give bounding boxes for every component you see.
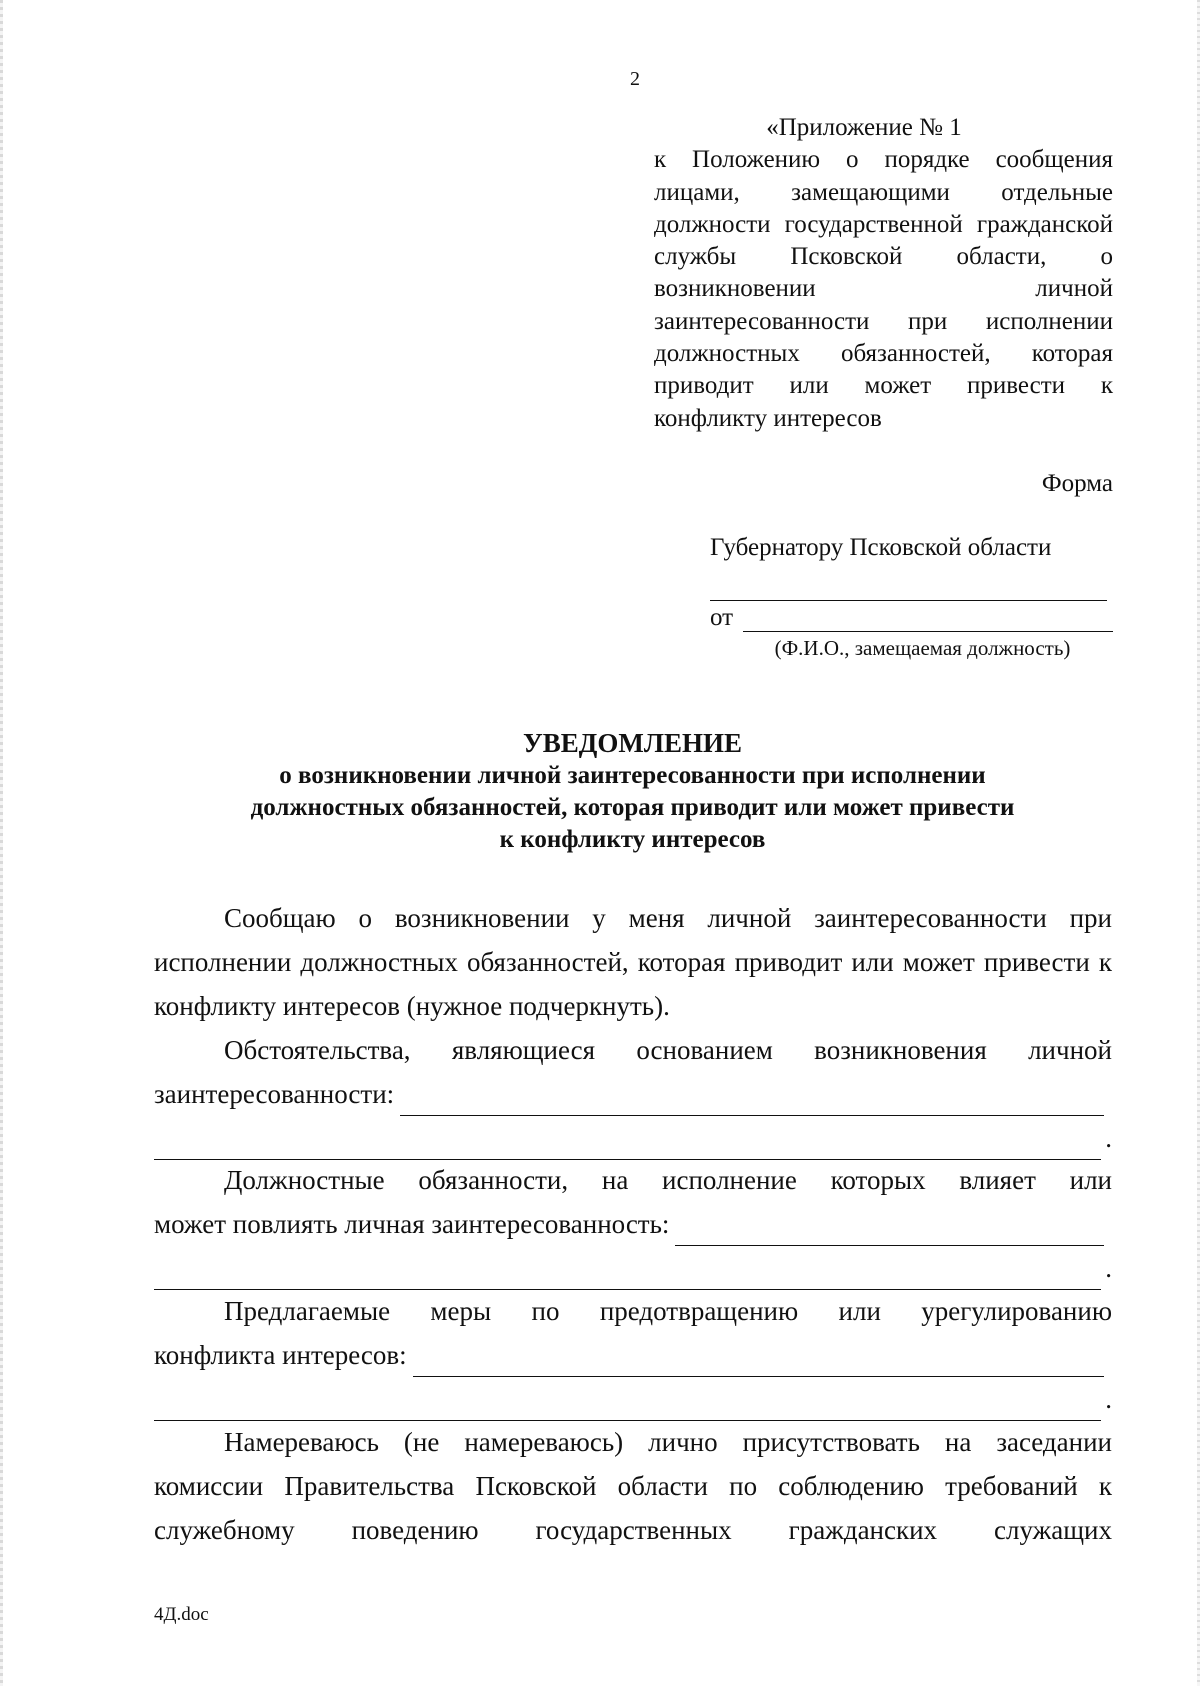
paragraph-4	[154, 1289, 1112, 1421]
paragraph-2-full-line-row	[154, 1116, 1112, 1160]
paragraph-4-first-line: Предлагаемые меры по предотвращению или урегулированию	[224, 1296, 1112, 1326]
paragraph-2-full-blank-line	[154, 1129, 1101, 1160]
paragraph-2-blank-line	[400, 1085, 1104, 1116]
paragraph-2-period: .	[1105, 1123, 1112, 1153]
paragraph-2-label-row	[154, 1072, 1112, 1116]
addressee-to: Губернатору Псковской области	[710, 534, 1052, 561]
fio-caption: (Ф.И.О., замещаемая должность)	[774, 636, 1071, 660]
paragraph-5: Намереваюсь (не намереваюсь) лично присутствовать на заседании комиссии Правительства Псковской области по соблюдению требований к служебному поведению государственных гражданских служащих	[154, 1427, 1112, 1545]
paragraph-4-period: .	[1105, 1384, 1112, 1414]
paragraph-4-full-line-row	[154, 1377, 1112, 1421]
paragraph-3-full-line-row	[154, 1246, 1112, 1290]
scan-edge-left	[0, 0, 3, 1686]
from-label: от	[710, 604, 734, 631]
title-line-2: должностных обязанностей, которая приводит или может привести	[250, 794, 1015, 821]
from-row	[710, 604, 1113, 632]
paragraph-2-first-line: Обстоятельства, являющиеся основанием возникновения личной	[224, 1035, 1112, 1065]
from-blank-line	[743, 605, 1113, 632]
paragraph-3-period: .	[1105, 1253, 1112, 1283]
document-title	[150, 726, 1115, 856]
paragraph-3-first-line: Должностные обязанности, на исполнение которых влияет или	[224, 1165, 1112, 1195]
paragraph-4-blank-line	[413, 1346, 1104, 1377]
addressee-blank-line	[710, 600, 1107, 601]
paragraph-4-label-row	[154, 1333, 1112, 1377]
page-number: 2	[630, 68, 640, 90]
paragraph-1: Сообщаю о возникновении у меня личной заинтересованности при исполнении должностных обязанностей, которая приводит или может привести к конфликту интересов (нужное подчеркнуть).	[154, 903, 1112, 1021]
paragraph-3-label-row	[154, 1202, 1112, 1246]
appendix-block	[654, 112, 1113, 435]
footer-filename: 4Д.doc	[154, 1604, 209, 1625]
paragraph-2-label: заинтересованности:	[154, 1079, 395, 1109]
paragraph-3-full-blank-line	[154, 1259, 1101, 1290]
paragraph-3-blank-line	[675, 1215, 1104, 1246]
paragraph-3-label: может повлиять личная заинтересованность:	[154, 1209, 670, 1239]
title-line-1: о возникновении личной заинтересованности при исполнении	[279, 762, 986, 789]
paragraph-3	[154, 1158, 1112, 1290]
appendix-heading: «Приложение № 1	[766, 114, 962, 141]
paragraph-2	[154, 1028, 1112, 1160]
appendix-body: к Положению о порядке сообщения лицами, замещающими отдельные должности государственной гражданской службы Псковской области, о возникновении личной заинтересованности при исполнении должностных обязанностей, которая приводит или может привести к конфликту интересов	[654, 146, 1113, 432]
paragraph-4-label: конфликта интересов:	[154, 1340, 407, 1370]
title-main: УВЕДОМЛЕНИЕ	[522, 728, 743, 758]
paragraph-4-full-blank-line	[154, 1390, 1101, 1421]
title-line-3: к конфликту интересов	[499, 826, 766, 853]
form-label: Форма	[1041, 470, 1113, 497]
